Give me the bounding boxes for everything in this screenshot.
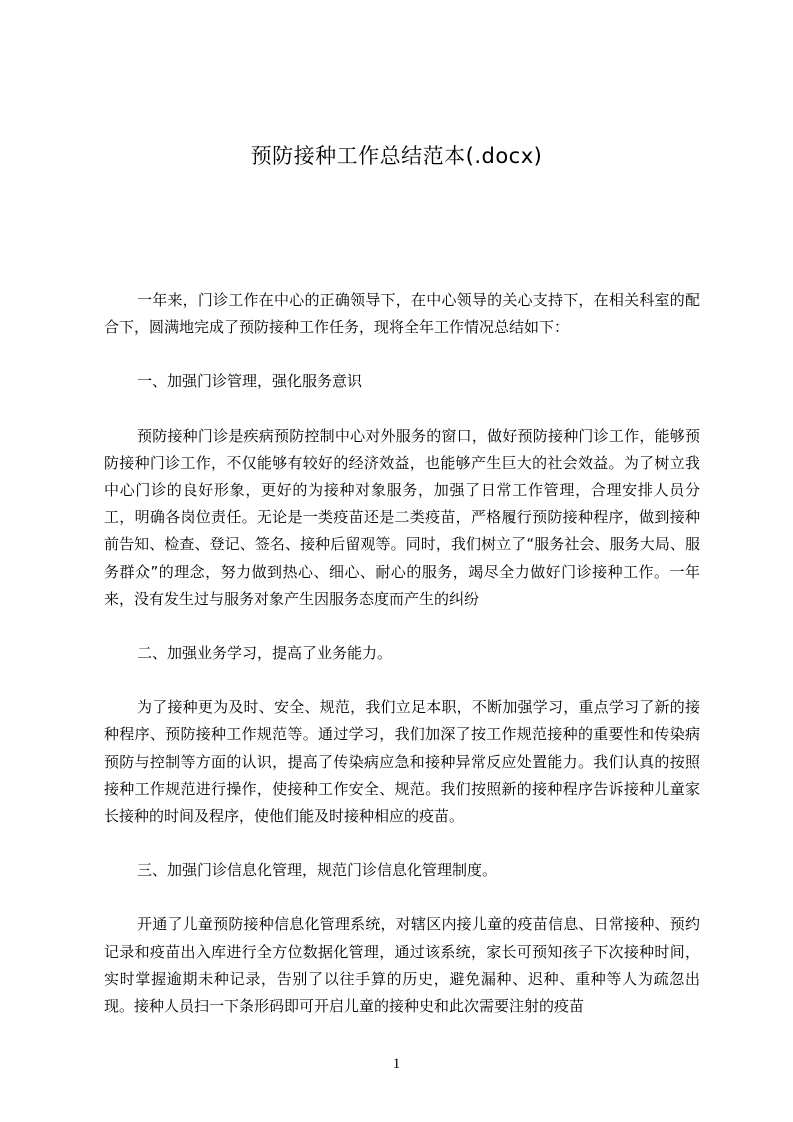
section-body-1: 预防接种门诊是疾病预防控制中心对外服务的窗口，做好预防接种门诊工作，能够预防接种门诊工作，不仅能够有较好的经济效益，也能够产生巨大的社会效益。为了树立我中心门诊的良好形象，更好的为接种对象服务，加强了日常工作管理，合理安排人员分工，明确各岗位责任。无论是一类疫苗还是二类疫苗，严格履行预防接种程序，做到接种前告知、检查、登记、签名、接种后留观等。同时，我们树立了“服务社会、服务大局、服务群众”的理念，努力做到热心、细心、耐心的服务，竭尽全力做好门诊接种工作。一年来，没有发生过与服务对象产生因服务态度而产生的纠纷 (104, 426, 700, 608)
paragraph-gap (104, 613, 700, 640)
document-body (104, 287, 700, 1020)
section-body-3: 开通了儿童预防接种信息化管理系统，对辖区内接儿童的疫苗信息、日常接种、预约记录和疫苗出入库进行全方位数据化管理，通过该系统，家长可预知孩子下次接种时间，实时掌握逾期未种记录，告别了以往手算的历史，避免漏种、迟种、重种等人为疏忽出现。接种人员扫一下条形码即可开启儿童的接种史和此次需要注射的疫苗 (104, 915, 700, 1016)
paragraph-gap (104, 341, 700, 368)
paragraph-gap (104, 396, 700, 423)
intro-paragraph: 一年来，门诊工作在中心的正确领导下，在中心领导的关心支持下，在相关科室的配合下，圆满地完成了预防接种工作任务，现将全年工作情况总结如下： (104, 291, 700, 337)
page-number: 1 (392, 1056, 401, 1072)
paragraph-gap (104, 830, 700, 857)
document-title: 预防接种工作总结范本(.docx) (250, 144, 543, 168)
section-heading-3: 三、加强门诊信息化管理，规范门诊信息化管理制度。 (137, 861, 498, 880)
section-body-2: 为了接种更为及时、安全、规范，我们立足本职，不断加强学习，重点学习了新的接种程序、预防接种工作规范等。通过学习，我们加深了按工作规范接种的重要性和传染病预防与控制等方面的认识，提高了传染病应急和接种异常反应处置能力。我们认真的按照接种工作规范进行操作，使接种工作安全、规范。我们按照新的接种程序告诉接种儿童家长接种的时间及程序，使他们能及时接种相应的疫苗。 (104, 698, 700, 826)
paragraph-gap (104, 667, 700, 694)
paragraph-gap (104, 884, 700, 911)
section-heading-2: 二、加强业务学习，提高了业务能力。 (137, 644, 393, 663)
section-heading-1: 一、加强门诊管理，强化服务意识 (137, 372, 363, 391)
